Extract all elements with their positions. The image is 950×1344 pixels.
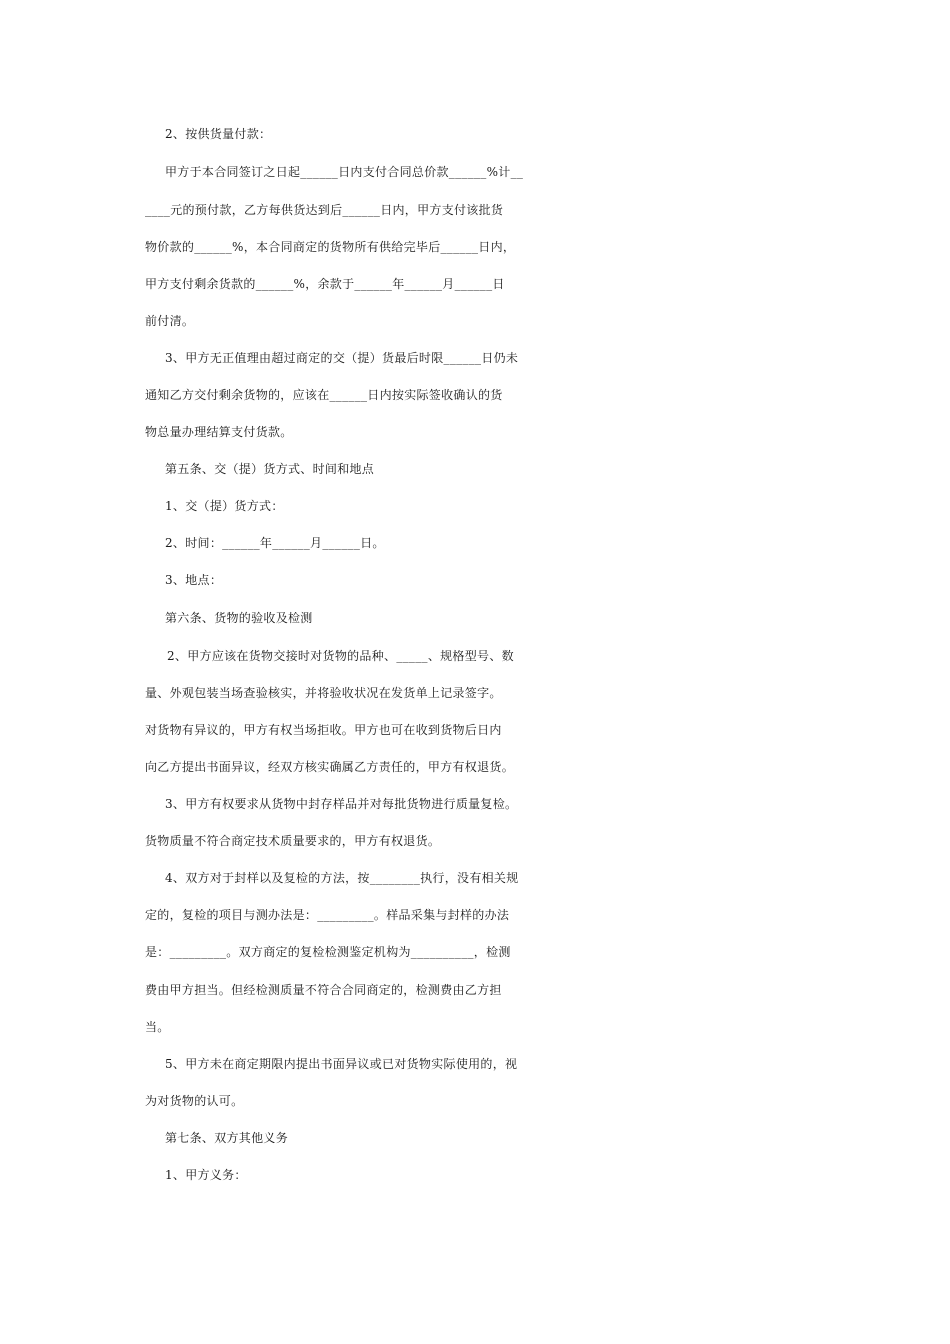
text-line: 定的，复检的项目与测办法是：_________。样品采集与封样的办法	[145, 908, 510, 922]
text-line: 量、外观包装当场查验核实，并将验收状况在发货单上记录签字。	[145, 686, 502, 700]
text-line: 当。	[145, 1020, 170, 1034]
text-line: 为对货物的认可。	[145, 1094, 244, 1108]
text-line: 4、双方对于封样以及复检的方法，按________执行，没有相关规	[165, 871, 519, 885]
text-line: 对货物有异议的，甲方有权当场拒收。甲方也可在收到货物后日内	[145, 723, 502, 737]
text-line: 货物质量不符合商定技术质量要求的，甲方有权退货。	[145, 834, 441, 848]
section-heading-article-7: 第七条、双方其他义务	[165, 1131, 289, 1145]
text-line: 3、甲方无正值理由超过商定的交（提）货最后时限______日仍未	[165, 351, 519, 365]
text-line: 是：_________。双方商定的复检检测鉴定机构为__________，检测	[145, 945, 511, 959]
text-line: ____元的预付款，乙方每供货达到后______日内，甲方支付该批货	[145, 203, 504, 217]
text-line: 3、地点：	[165, 573, 223, 587]
text-line: 3、甲方有权要求从货物中封存样品并对每批货物进行质量复检。	[165, 797, 518, 811]
text-line: 1、交（提）货方式：	[165, 499, 284, 513]
text-line: 物价款的______%，本合同商定的货物所有供给完毕后______日内，	[145, 240, 516, 254]
section-heading-article-5: 第五条、交（提）货方式、时间和地点	[165, 462, 375, 476]
text-line: 2、时间：______年______月______日。	[165, 536, 385, 550]
text-line: 5、甲方未在商定期限内提出书面异议或已对货物实际使用的，视	[165, 1057, 518, 1071]
text-line: 费由甲方担当。但经检测质量不符合合同商定的，检测费由乙方担	[145, 983, 502, 997]
text-line: 前付清。	[145, 314, 195, 328]
section-heading-article-6: 第六条、货物的验收及检测	[165, 611, 313, 625]
text-line: 向乙方提出书面异议，经双方核实确属乙方责任的，甲方有权退货。	[145, 760, 515, 774]
text-line: 甲方于本合同签订之日起______日内支付合同总价款______%计__	[165, 165, 524, 179]
text-line: 物总量办理结算支付货款。	[145, 425, 293, 439]
text-line-heading-payment-by-quantity: 2、按供货量付款：	[165, 127, 272, 141]
text-line: 甲方支付剩余货款的______%，余款于______年______月______日	[145, 277, 505, 291]
text-line: 通知乙方交付剩余货物的，应该在______日内按实际签收确认的货	[145, 388, 503, 402]
text-line: 2、甲方应该在货物交接时对货物的品种、_____、规格型号、数	[167, 649, 514, 663]
text-line: 1、甲方义务：	[165, 1168, 247, 1182]
